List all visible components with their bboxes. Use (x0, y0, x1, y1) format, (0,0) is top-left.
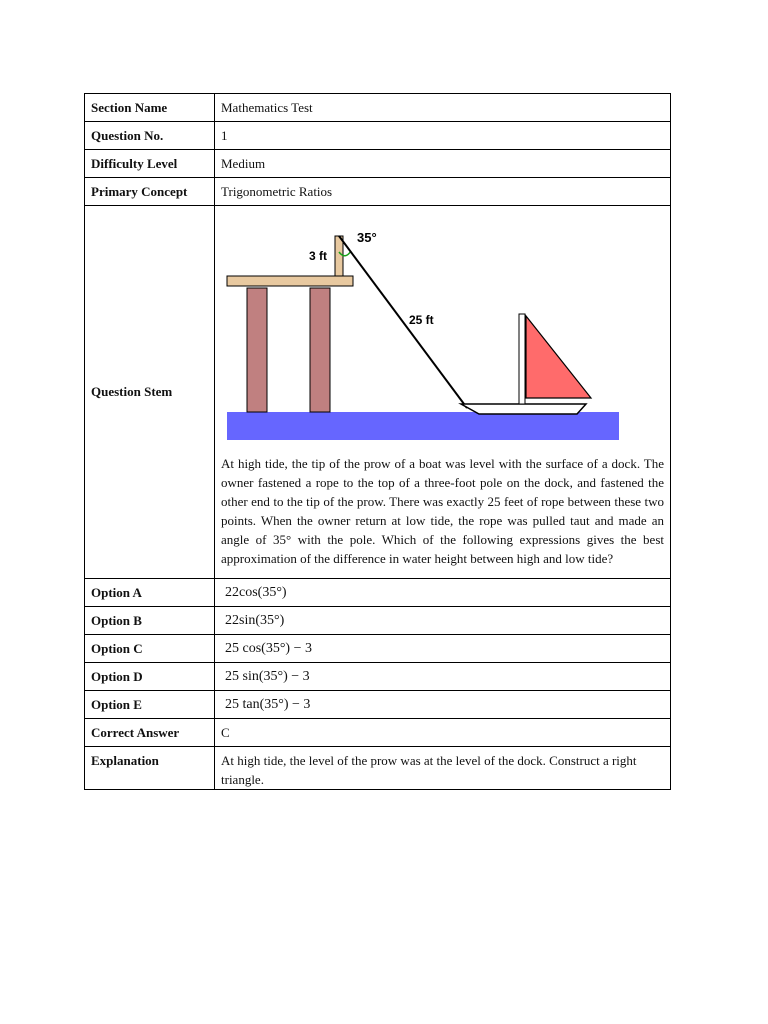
dock-post-left (247, 288, 267, 412)
option-a-label: Option A (85, 579, 215, 607)
option-d-cell (215, 663, 671, 691)
sail (526, 316, 591, 398)
difficulty-value: Medium (215, 150, 671, 178)
rope-length-label: 25 ft (409, 313, 434, 327)
option-d-value: 25 sin(35°) − 3 (225, 669, 310, 684)
row-option-a (85, 579, 671, 607)
option-c-value: 25 cos(35°) − 3 (225, 641, 312, 656)
difficulty-label: Difficulty Level (85, 150, 215, 178)
row-question-no (85, 122, 671, 150)
option-d-label: Option D (85, 663, 215, 691)
option-c-label: Option C (85, 635, 215, 663)
option-a-cell (215, 579, 671, 607)
row-correct-answer (85, 719, 671, 747)
question-stem-cell (215, 206, 671, 579)
question-stem-label: Question Stem (85, 206, 215, 579)
dock-boat-diagram (221, 224, 621, 444)
section-name-value: Mathematics Test (215, 94, 671, 122)
row-option-c (85, 635, 671, 663)
pole (335, 236, 343, 276)
dock-surface (227, 276, 353, 286)
option-e-value: 25 tan(35°) − 3 (225, 697, 311, 712)
row-section-name (85, 94, 671, 122)
option-b-label: Option B (85, 607, 215, 635)
option-a-value: 22cos(35°) (225, 585, 287, 600)
option-c-cell (215, 635, 671, 663)
row-primary-concept (85, 178, 671, 206)
option-e-cell (215, 691, 671, 719)
row-option-d (85, 663, 671, 691)
option-e-label: Option E (85, 691, 215, 719)
pole-length-label: 3 ft (309, 249, 327, 263)
water (227, 412, 619, 440)
primary-concept-label: Primary Concept (85, 178, 215, 206)
question-stem-text: At high tide, the tip of the prow of a boat was level with the surface of a dock. The owner fastened a rope to the top of a three-foot pole on the dock, and fastened the other end to the tip of the prow. There was exactly 25 feet of rope between these two points. When the owner return at low tide, the rope was pulled taut and made an angle of 35° with the pole. Which of the following expressions gives the best approximation of the difference in water height between high and low tide? (221, 456, 664, 566)
primary-concept-value: Trigonometric Ratios (215, 178, 671, 206)
mast (519, 314, 525, 404)
angle-label: 35° (357, 230, 377, 245)
correct-answer-value: C (215, 719, 671, 747)
question-table (84, 93, 671, 790)
boat-hull (461, 404, 586, 414)
rope (339, 236, 467, 408)
dock-post-right (310, 288, 330, 412)
correct-answer-label: Correct Answer (85, 719, 215, 747)
option-b-cell (215, 607, 671, 635)
question-no-value: 1 (215, 122, 671, 150)
explanation-label: Explanation (85, 747, 215, 790)
section-name-label: Section Name (85, 94, 215, 122)
question-no-label: Question No. (85, 122, 215, 150)
row-explanation (85, 747, 671, 790)
row-option-b (85, 607, 671, 635)
option-b-value: 22sin(35°) (225, 613, 285, 628)
row-difficulty (85, 150, 671, 178)
row-option-e (85, 691, 671, 719)
row-question-stem (85, 206, 671, 579)
explanation-value: At high tide, the level of the prow was at the level of the dock. Construct a right triangle. (215, 747, 671, 790)
